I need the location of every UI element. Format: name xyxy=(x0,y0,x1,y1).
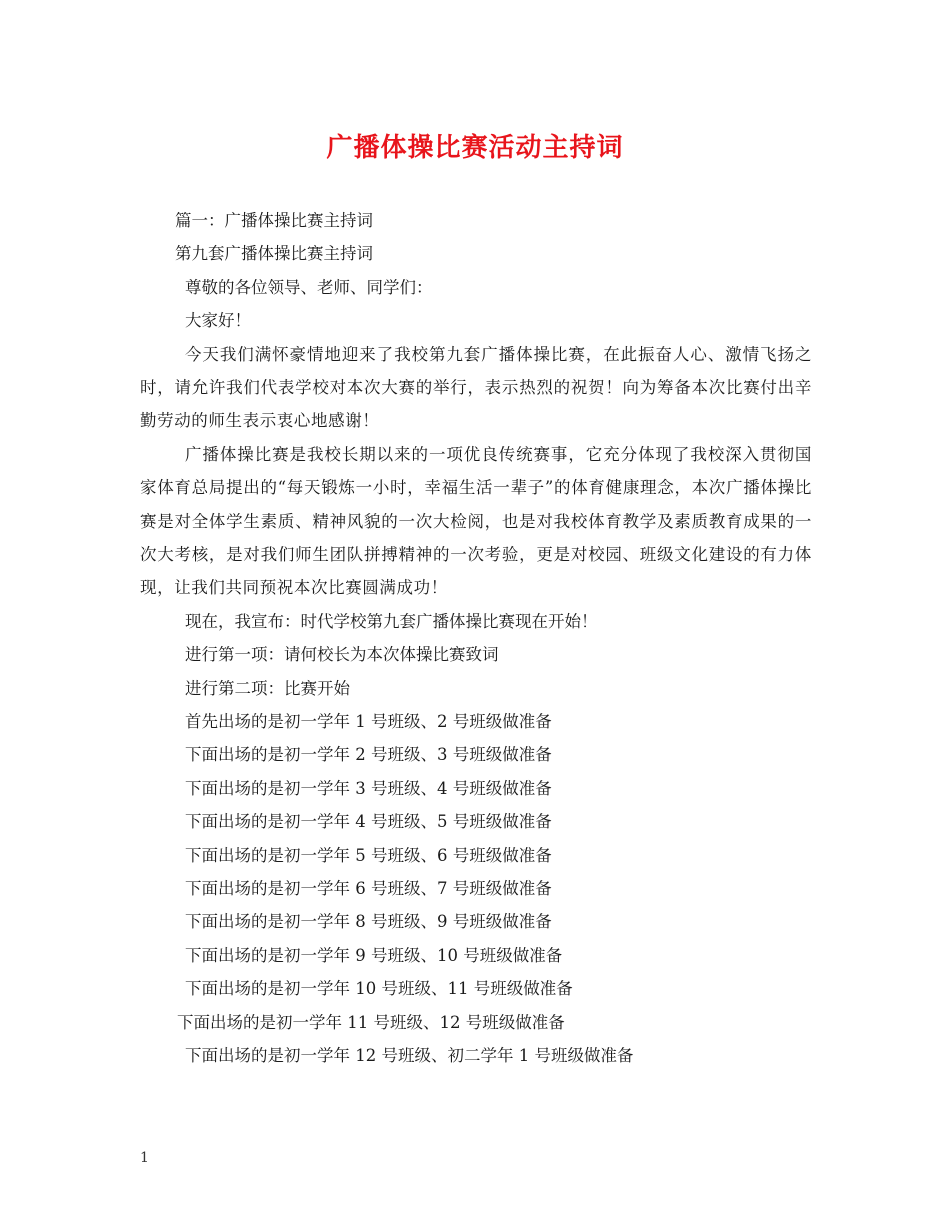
announcement-line: 下面出场的是初一学年 2 号班级、3 号班级做准备 xyxy=(185,745,552,765)
announcement-line: 下面出场的是初一学年 8 号班级、9 号班级做准备 xyxy=(185,912,552,932)
announcement-line: 进行第一项：请何校长为本次体操比赛致词 xyxy=(185,645,499,665)
announcement-line: 下面出场的是初一学年 6 号班级、7 号班级做准备 xyxy=(185,878,552,898)
announcement-line: 进行第二项：比赛开始 xyxy=(185,678,350,698)
salutation: 尊敬的各位领导、老师、同学们： xyxy=(185,277,433,297)
announcement-line: 下面出场的是初一学年 3 号班级、4 号班级做准备 xyxy=(185,778,552,798)
section-heading: 篇一：广播体操比赛主持词 xyxy=(175,211,373,230)
announcement-line: 下面出场的是初一学年 10 号班级、11 号班级做准备 xyxy=(185,979,573,999)
announcement-line: 下面出场的是初一学年 5 号班级、6 号班级做准备 xyxy=(185,845,552,865)
page-number: 1 xyxy=(140,1150,149,1166)
announcement-line: 下面出场的是初一学年 12 号班级、初二学年 1 号班级做准备 xyxy=(185,1045,634,1065)
announcement-line: 首先出场的是初一学年 1 号班级、2 号班级做准备 xyxy=(185,711,552,731)
announcement-line: 下面出场的是初一学年 4 号班级、5 号班级做准备 xyxy=(185,812,552,832)
paragraph-opening: 今天我们满怀豪情地迎来了我校第九套广播体操比赛，在此振奋人心、激情飞扬之时，请允许我们代表学校对本次大赛的举行，表示热烈的祝贺！向为筹备本次比赛付出辛勤劳动的师生表示衷心地感谢！ xyxy=(140,344,812,431)
announcement-line: 现在，我宣布：时代学校第九套广播体操比赛现在开始！ xyxy=(185,611,598,631)
document-body xyxy=(140,204,812,1072)
document-title: 广播体操比赛活动主持词 xyxy=(326,133,624,163)
announcement-line: 下面出场的是初一学年 11 号班级、12 号班级做准备 xyxy=(177,1012,565,1032)
paragraph-tradition: 广播体操比赛是我校长期以来的一项优良传统赛事，它充分体现了我校深入贯彻国家体育总局提出的“每天锻炼一小时，幸福生活一辈子”的体育健康理念，本次广播体操比赛是对全体学生素质、精神风貌的一次大检阅，也是对我校体育教学及素质教育成果的一次大考核，是对我们师生团队拼搏精神的一次考验，更是对校园、班级文化建设的有力体现，让我们共同预祝本次比赛圆满成功！ xyxy=(140,444,812,598)
subtitle: 第九套广播体操比赛主持词 xyxy=(175,244,373,264)
greeting: 大家好！ xyxy=(185,311,251,331)
announcement-line: 下面出场的是初一学年 9 号班级、10 号班级做准备 xyxy=(185,945,563,965)
